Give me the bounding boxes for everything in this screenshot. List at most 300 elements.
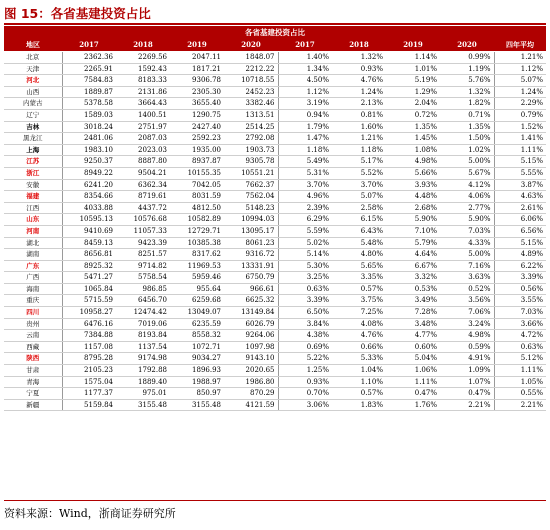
investment-value-cell: 9410.69 bbox=[62, 225, 116, 237]
investment-value-cell: 1988.97 bbox=[170, 376, 224, 388]
share-cell: 1.34% bbox=[278, 63, 332, 75]
region-cell: 安徽 bbox=[4, 179, 62, 191]
investment-value-cell: 10385.38 bbox=[170, 237, 224, 249]
share-cell: 3.70% bbox=[332, 179, 386, 191]
investment-value-cell: 3382.46 bbox=[224, 98, 278, 110]
investment-value-cell: 1817.21 bbox=[170, 63, 224, 75]
average-cell: 1.11% bbox=[494, 365, 546, 377]
share-cell: 7.28% bbox=[386, 307, 440, 319]
share-cell: 4.12% bbox=[440, 179, 494, 191]
table-row bbox=[4, 341, 546, 353]
investment-value-cell: 2751.97 bbox=[116, 121, 170, 133]
investment-value-cell: 1400.51 bbox=[116, 109, 170, 121]
share-cell: 1.10% bbox=[332, 376, 386, 388]
share-cell: 0.60% bbox=[386, 341, 440, 353]
table-row bbox=[4, 75, 546, 87]
investment-value-cell: 9250.37 bbox=[62, 156, 116, 168]
share-cell: 2.58% bbox=[332, 202, 386, 214]
header-four-year-average: 四年平均 bbox=[494, 39, 546, 52]
share-cell: 3.25% bbox=[278, 272, 332, 284]
average-cell: 5.15% bbox=[494, 156, 546, 168]
investment-value-cell: 11969.53 bbox=[170, 260, 224, 272]
investment-value-cell: 1903.73 bbox=[224, 144, 278, 156]
region-cell: 上海 bbox=[4, 144, 62, 156]
region-cell: 山东 bbox=[4, 214, 62, 226]
share-cell: 0.72% bbox=[386, 109, 440, 121]
investment-value-cell: 1137.54 bbox=[116, 341, 170, 353]
table-row bbox=[4, 52, 546, 64]
share-cell: 1.14% bbox=[386, 52, 440, 64]
share-cell: 4.91% bbox=[440, 353, 494, 365]
region-cell: 湖北 bbox=[4, 237, 62, 249]
investment-value-cell: 10576.68 bbox=[116, 214, 170, 226]
share-cell: 1.06% bbox=[386, 365, 440, 377]
investment-value-cell: 9034.27 bbox=[170, 353, 224, 365]
investment-value-cell: 8949.22 bbox=[62, 167, 116, 179]
investment-value-cell: 9504.21 bbox=[116, 167, 170, 179]
share-cell: 5.59% bbox=[278, 225, 332, 237]
investment-value-cell: 3655.40 bbox=[170, 98, 224, 110]
share-cell: 0.94% bbox=[278, 109, 332, 121]
share-cell: 2.77% bbox=[440, 202, 494, 214]
share-cell: 5.48% bbox=[332, 237, 386, 249]
share-cell: 2.13% bbox=[332, 98, 386, 110]
share-cell: 2.21% bbox=[440, 399, 494, 411]
investment-value-cell: 1792.88 bbox=[116, 365, 170, 377]
investment-value-cell: 8558.32 bbox=[170, 330, 224, 342]
share-cell: 3.06% bbox=[278, 399, 332, 411]
region-cell: 山西 bbox=[4, 86, 62, 98]
investment-value-cell: 1592.43 bbox=[116, 63, 170, 75]
region-cell: 江苏 bbox=[4, 156, 62, 168]
investment-value-cell: 8925.32 bbox=[62, 260, 116, 272]
investment-value-cell: 8183.33 bbox=[116, 75, 170, 87]
region-cell: 贵州 bbox=[4, 318, 62, 330]
investment-value-cell: 2269.56 bbox=[116, 52, 170, 64]
average-cell: 2.61% bbox=[494, 202, 546, 214]
share-cell: 4.98% bbox=[440, 330, 494, 342]
share-cell: 3.84% bbox=[278, 318, 332, 330]
share-cell: 0.57% bbox=[332, 388, 386, 400]
investment-value-cell: 1848.07 bbox=[224, 52, 278, 64]
share-cell: 0.70% bbox=[278, 388, 332, 400]
investment-value-cell: 6259.68 bbox=[170, 295, 224, 307]
investment-value-cell: 5758.54 bbox=[116, 272, 170, 284]
investment-value-cell: 5159.84 bbox=[62, 399, 116, 411]
investment-value-cell: 9143.10 bbox=[224, 353, 278, 365]
investment-value-cell: 8795.28 bbox=[62, 353, 116, 365]
share-cell: 0.53% bbox=[386, 283, 440, 295]
investment-value-cell: 7384.88 bbox=[62, 330, 116, 342]
investment-value-cell: 12729.71 bbox=[170, 225, 224, 237]
share-cell: 3.32% bbox=[386, 272, 440, 284]
header-2019-share: 2019 bbox=[386, 39, 440, 52]
average-cell: 2.29% bbox=[494, 98, 546, 110]
share-cell: 5.31% bbox=[278, 167, 332, 179]
share-cell: 5.30% bbox=[278, 260, 332, 272]
source-note: 资料来源：Wind，浙商证券研究所 bbox=[4, 507, 176, 520]
investment-value-cell: 2305.30 bbox=[170, 86, 224, 98]
investment-value-cell: 10595.13 bbox=[62, 214, 116, 226]
header-region: 地区 bbox=[4, 39, 62, 52]
share-cell: 1.32% bbox=[332, 52, 386, 64]
average-cell: 4.72% bbox=[494, 330, 546, 342]
average-cell: 1.52% bbox=[494, 121, 546, 133]
table-row bbox=[4, 376, 546, 388]
region-cell: 北京 bbox=[4, 52, 62, 64]
table-row bbox=[4, 353, 546, 365]
share-cell: 1.47% bbox=[278, 133, 332, 145]
table-row bbox=[4, 133, 546, 145]
investment-value-cell: 6362.34 bbox=[116, 179, 170, 191]
investment-value-cell: 2792.08 bbox=[224, 133, 278, 145]
investment-value-cell: 13149.84 bbox=[224, 307, 278, 319]
investment-value-cell: 8317.62 bbox=[170, 249, 224, 261]
share-cell: 5.52% bbox=[332, 167, 386, 179]
investment-value-cell: 1177.37 bbox=[62, 388, 116, 400]
table-row bbox=[4, 249, 546, 261]
average-cell: 5.07% bbox=[494, 75, 546, 87]
table-row bbox=[4, 167, 546, 179]
share-cell: 5.00% bbox=[440, 249, 494, 261]
share-cell: 2.39% bbox=[278, 202, 332, 214]
share-cell: 6.15% bbox=[332, 214, 386, 226]
share-cell: 1.07% bbox=[440, 376, 494, 388]
table-row bbox=[4, 365, 546, 377]
share-cell: 5.33% bbox=[332, 353, 386, 365]
region-cell: 浙江 bbox=[4, 167, 62, 179]
investment-value-cell: 1889.87 bbox=[62, 86, 116, 98]
share-cell: 5.76% bbox=[440, 75, 494, 87]
header-2019-value: 2019 bbox=[170, 39, 224, 52]
share-cell: 6.29% bbox=[278, 214, 332, 226]
share-cell: 3.19% bbox=[278, 98, 332, 110]
investment-value-cell: 955.64 bbox=[170, 283, 224, 295]
table-header-row bbox=[4, 39, 546, 52]
investment-value-cell: 7019.06 bbox=[116, 318, 170, 330]
share-cell: 5.17% bbox=[332, 156, 386, 168]
share-cell: 1.35% bbox=[386, 121, 440, 133]
investment-value-cell: 13095.17 bbox=[224, 225, 278, 237]
average-cell: 0.56% bbox=[494, 283, 546, 295]
investment-value-cell: 7042.05 bbox=[170, 179, 224, 191]
share-cell: 1.24% bbox=[332, 86, 386, 98]
share-cell: 4.77% bbox=[386, 330, 440, 342]
share-cell: 5.00% bbox=[440, 156, 494, 168]
investment-value-cell: 6026.79 bbox=[224, 318, 278, 330]
share-cell: 0.99% bbox=[440, 52, 494, 64]
region-cell: 青海 bbox=[4, 376, 62, 388]
share-cell: 2.68% bbox=[386, 202, 440, 214]
investment-value-cell: 1983.10 bbox=[62, 144, 116, 156]
investment-value-cell: 1065.84 bbox=[62, 283, 116, 295]
investment-value-cell: 966.61 bbox=[224, 283, 278, 295]
share-cell: 0.69% bbox=[278, 341, 332, 353]
investment-value-cell: 4437.72 bbox=[116, 202, 170, 214]
share-cell: 1.60% bbox=[332, 121, 386, 133]
share-cell: 1.79% bbox=[278, 121, 332, 133]
share-cell: 1.29% bbox=[386, 86, 440, 98]
investment-value-cell: 1589.03 bbox=[62, 109, 116, 121]
average-cell: 3.39% bbox=[494, 272, 546, 284]
share-cell: 0.52% bbox=[440, 283, 494, 295]
figure-title: 图 15：各省基建投资占比 bbox=[4, 4, 546, 25]
share-cell: 0.66% bbox=[332, 341, 386, 353]
table-row bbox=[4, 295, 546, 307]
average-cell: 5.55% bbox=[494, 167, 546, 179]
share-cell: 4.08% bbox=[332, 318, 386, 330]
region-cell: 新疆 bbox=[4, 399, 62, 411]
share-cell: 6.67% bbox=[386, 260, 440, 272]
average-cell: 0.79% bbox=[494, 109, 546, 121]
header-2020-value: 2020 bbox=[224, 39, 278, 52]
investment-value-cell: 2514.25 bbox=[224, 121, 278, 133]
investment-value-cell: 2020.65 bbox=[224, 365, 278, 377]
header-2020-share: 2020 bbox=[440, 39, 494, 52]
share-cell: 7.03% bbox=[440, 225, 494, 237]
investment-value-cell: 12474.42 bbox=[116, 307, 170, 319]
table-row bbox=[4, 63, 546, 75]
investment-value-cell: 3155.48 bbox=[170, 399, 224, 411]
share-cell: 4.38% bbox=[278, 330, 332, 342]
investment-value-cell: 11057.33 bbox=[116, 225, 170, 237]
average-cell: 3.66% bbox=[494, 318, 546, 330]
investment-value-cell: 1986.80 bbox=[224, 376, 278, 388]
share-cell: 5.90% bbox=[386, 214, 440, 226]
investment-value-cell: 2592.23 bbox=[170, 133, 224, 145]
investment-value-cell: 6456.70 bbox=[116, 295, 170, 307]
share-cell: 5.02% bbox=[278, 237, 332, 249]
investment-value-cell: 10718.55 bbox=[224, 75, 278, 87]
investment-value-cell: 850.97 bbox=[170, 388, 224, 400]
share-cell: 0.47% bbox=[440, 388, 494, 400]
share-cell: 3.93% bbox=[386, 179, 440, 191]
investment-value-cell: 2265.91 bbox=[62, 63, 116, 75]
region-cell: 河南 bbox=[4, 225, 62, 237]
table-row bbox=[4, 307, 546, 319]
investment-value-cell: 10994.03 bbox=[224, 214, 278, 226]
region-cell: 四川 bbox=[4, 307, 62, 319]
average-cell: 1.11% bbox=[494, 144, 546, 156]
region-cell: 福建 bbox=[4, 191, 62, 203]
share-cell: 1.18% bbox=[278, 144, 332, 156]
investment-value-cell: 5148.23 bbox=[224, 202, 278, 214]
share-cell: 5.79% bbox=[386, 237, 440, 249]
investment-value-cell: 3018.24 bbox=[62, 121, 116, 133]
average-cell: 3.87% bbox=[494, 179, 546, 191]
investment-value-cell: 9316.72 bbox=[224, 249, 278, 261]
investment-value-cell: 4121.59 bbox=[224, 399, 278, 411]
average-cell: 0.63% bbox=[494, 341, 546, 353]
average-cell: 1.24% bbox=[494, 86, 546, 98]
share-cell: 5.07% bbox=[332, 191, 386, 203]
table-row bbox=[4, 202, 546, 214]
share-cell: 0.81% bbox=[332, 109, 386, 121]
investment-value-cell: 1575.04 bbox=[62, 376, 116, 388]
region-cell: 陕西 bbox=[4, 353, 62, 365]
share-cell: 5.19% bbox=[386, 75, 440, 87]
share-cell: 1.32% bbox=[440, 86, 494, 98]
share-cell: 5.22% bbox=[278, 353, 332, 365]
share-cell: 1.21% bbox=[332, 133, 386, 145]
investment-value-cell: 10958.27 bbox=[62, 307, 116, 319]
table-row bbox=[4, 283, 546, 295]
share-cell: 4.33% bbox=[440, 237, 494, 249]
table-row bbox=[4, 191, 546, 203]
table-row bbox=[4, 225, 546, 237]
average-cell: 6.22% bbox=[494, 260, 546, 272]
investment-value-cell: 870.29 bbox=[224, 388, 278, 400]
share-cell: 4.48% bbox=[386, 191, 440, 203]
investment-value-cell: 2427.40 bbox=[170, 121, 224, 133]
region-cell: 云南 bbox=[4, 330, 62, 342]
share-cell: 1.09% bbox=[440, 365, 494, 377]
table-row bbox=[4, 272, 546, 284]
share-cell: 4.76% bbox=[332, 75, 386, 87]
investment-value-cell: 10155.35 bbox=[170, 167, 224, 179]
region-cell: 广西 bbox=[4, 272, 62, 284]
investment-value-cell: 1290.75 bbox=[170, 109, 224, 121]
investment-value-cell: 13049.07 bbox=[170, 307, 224, 319]
average-cell: 4.63% bbox=[494, 191, 546, 203]
table-row bbox=[4, 330, 546, 342]
share-cell: 4.98% bbox=[386, 156, 440, 168]
region-cell: 西藏 bbox=[4, 341, 62, 353]
investment-value-cell: 4812.50 bbox=[170, 202, 224, 214]
investment-value-cell: 6750.79 bbox=[224, 272, 278, 284]
share-cell: 1.01% bbox=[386, 63, 440, 75]
investment-value-cell: 6235.59 bbox=[170, 318, 224, 330]
investment-value-cell: 2131.86 bbox=[116, 86, 170, 98]
table-row bbox=[4, 98, 546, 110]
region-cell: 内蒙古 bbox=[4, 98, 62, 110]
investment-value-cell: 5715.59 bbox=[62, 295, 116, 307]
average-cell: 1.41% bbox=[494, 133, 546, 145]
investment-value-cell: 2212.22 bbox=[224, 63, 278, 75]
average-cell: 4.89% bbox=[494, 249, 546, 261]
investment-value-cell: 1896.93 bbox=[170, 365, 224, 377]
table-title: 各省基建投资占比 bbox=[4, 26, 546, 39]
table-row bbox=[4, 260, 546, 272]
share-cell: 7.16% bbox=[440, 260, 494, 272]
investment-value-cell: 5378.58 bbox=[62, 98, 116, 110]
investment-value-cell: 1935.00 bbox=[170, 144, 224, 156]
share-cell: 1.76% bbox=[386, 399, 440, 411]
share-cell: 1.45% bbox=[386, 133, 440, 145]
share-cell: 3.24% bbox=[440, 318, 494, 330]
investment-value-cell: 6625.32 bbox=[224, 295, 278, 307]
share-cell: 4.50% bbox=[278, 75, 332, 87]
investment-value-cell: 3664.43 bbox=[116, 98, 170, 110]
share-cell: 3.75% bbox=[332, 295, 386, 307]
share-cell: 3.56% bbox=[440, 295, 494, 307]
investment-value-cell: 1313.51 bbox=[224, 109, 278, 121]
region-cell: 辽宁 bbox=[4, 109, 62, 121]
share-cell: 0.47% bbox=[386, 388, 440, 400]
share-cell: 1.83% bbox=[332, 399, 386, 411]
share-cell: 0.93% bbox=[332, 63, 386, 75]
share-cell: 1.82% bbox=[440, 98, 494, 110]
share-cell: 1.18% bbox=[332, 144, 386, 156]
share-cell: 6.50% bbox=[278, 307, 332, 319]
province-table-wrapper bbox=[4, 26, 546, 411]
share-cell: 3.35% bbox=[332, 272, 386, 284]
region-cell: 重庆 bbox=[4, 295, 62, 307]
investment-value-cell: 7584.83 bbox=[62, 75, 116, 87]
region-cell: 吉林 bbox=[4, 121, 62, 133]
investment-value-cell: 9305.78 bbox=[224, 156, 278, 168]
investment-value-cell: 8031.59 bbox=[170, 191, 224, 203]
investment-value-cell: 2087.03 bbox=[116, 133, 170, 145]
investment-value-cell: 10582.89 bbox=[170, 214, 224, 226]
table-title-row bbox=[4, 26, 546, 39]
investment-value-cell: 2481.06 bbox=[62, 133, 116, 145]
share-cell: 1.11% bbox=[386, 376, 440, 388]
region-cell: 湖南 bbox=[4, 249, 62, 261]
region-cell: 河北 bbox=[4, 75, 62, 87]
average-cell: 2.21% bbox=[494, 399, 546, 411]
investment-value-cell: 9264.06 bbox=[224, 330, 278, 342]
table-row bbox=[4, 156, 546, 168]
investment-value-cell: 8251.57 bbox=[116, 249, 170, 261]
average-cell: 6.56% bbox=[494, 225, 546, 237]
investment-value-cell: 8459.13 bbox=[62, 237, 116, 249]
table-row bbox=[4, 318, 546, 330]
share-cell: 5.65% bbox=[332, 260, 386, 272]
share-cell: 1.50% bbox=[440, 133, 494, 145]
investment-value-cell: 7562.04 bbox=[224, 191, 278, 203]
share-cell: 5.67% bbox=[440, 167, 494, 179]
share-cell: 3.70% bbox=[278, 179, 332, 191]
region-cell: 天津 bbox=[4, 63, 62, 75]
average-cell: 1.12% bbox=[494, 63, 546, 75]
table-row bbox=[4, 388, 546, 400]
header-2017-value: 2017 bbox=[62, 39, 116, 52]
investment-value-cell: 1097.98 bbox=[224, 341, 278, 353]
table-row bbox=[4, 179, 546, 191]
share-cell: 7.25% bbox=[332, 307, 386, 319]
share-cell: 6.43% bbox=[332, 225, 386, 237]
share-cell: 5.90% bbox=[440, 214, 494, 226]
investment-value-cell: 8719.61 bbox=[116, 191, 170, 203]
investment-value-cell: 4033.88 bbox=[62, 202, 116, 214]
investment-value-cell: 1072.71 bbox=[170, 341, 224, 353]
share-cell: 5.66% bbox=[386, 167, 440, 179]
share-cell: 0.63% bbox=[278, 283, 332, 295]
share-cell: 1.35% bbox=[440, 121, 494, 133]
region-cell: 广东 bbox=[4, 260, 62, 272]
investment-value-cell: 8193.84 bbox=[116, 330, 170, 342]
share-cell: 0.71% bbox=[440, 109, 494, 121]
investment-value-cell: 6476.16 bbox=[62, 318, 116, 330]
share-cell: 0.57% bbox=[332, 283, 386, 295]
investment-value-cell: 2452.23 bbox=[224, 86, 278, 98]
province-infrastructure-table bbox=[4, 26, 546, 411]
average-cell: 5.15% bbox=[494, 237, 546, 249]
table-row bbox=[4, 237, 546, 249]
share-cell: 4.06% bbox=[440, 191, 494, 203]
investment-value-cell: 10551.21 bbox=[224, 167, 278, 179]
header-2018-share: 2018 bbox=[332, 39, 386, 52]
average-cell: 3.55% bbox=[494, 295, 546, 307]
share-cell: 4.80% bbox=[332, 249, 386, 261]
share-cell: 3.39% bbox=[278, 295, 332, 307]
investment-value-cell: 2105.23 bbox=[62, 365, 116, 377]
share-cell: 5.14% bbox=[278, 249, 332, 261]
share-cell: 4.96% bbox=[278, 191, 332, 203]
investment-value-cell: 8937.87 bbox=[170, 156, 224, 168]
investment-value-cell: 9306.78 bbox=[170, 75, 224, 87]
